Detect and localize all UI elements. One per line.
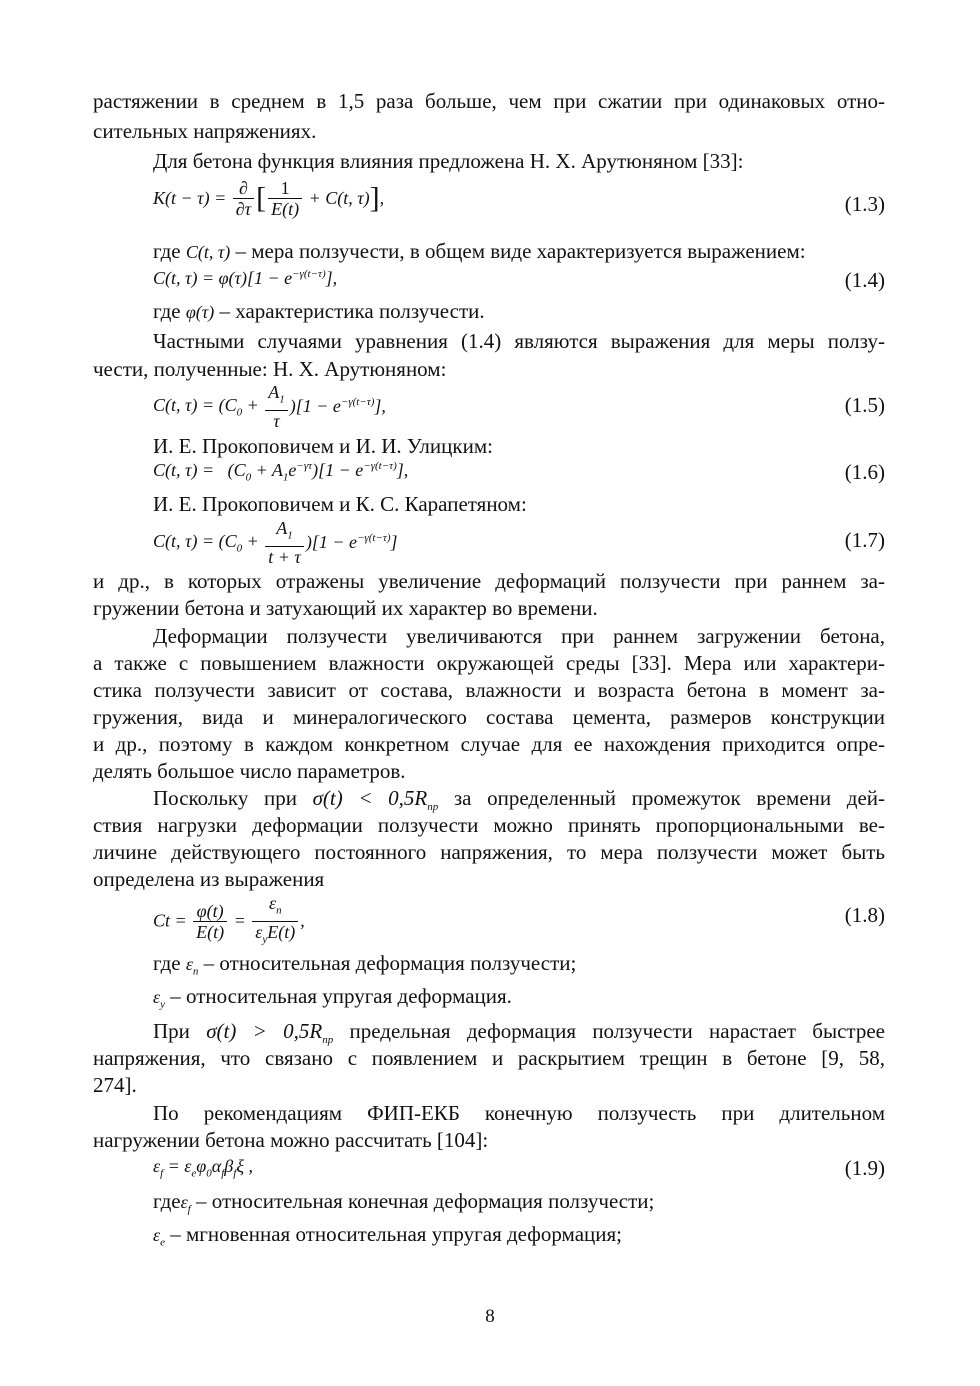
formula-1-9: $\varepsilon_f = \varepsilon_e\varphi_0\alpha_f\beta_f\xi$ , [153,1156,254,1180]
paragraph-line: делять большое число параметров. [93,759,406,783]
paragraph-line: сительных напряжениях. [93,119,317,143]
formula-1-8: Ct = $\frac{\varphi(t)}{E(t)}$ = $\frac{\varepsilon_n}{\varepsilon_yE(t)}$ , [153,893,305,946]
where-word: где [153,299,181,323]
paragraph-line: где C(t, τ) – мера ползучести, в общем виде характеризуется выражением: [153,239,806,263]
equation-number: (1.5) [844,393,885,417]
paragraph-line: и др., в которых отражены увеличение деформаций ползучести при раннем за- [93,569,885,593]
page-number: 8 [485,1306,495,1327]
text-fragment: за определенный промежуток времени дей- [453,786,885,810]
where-text: – относительная упругая деформация. [170,984,512,1008]
text-fragment: предельная деформация ползучести нарастает быстрее [349,1019,885,1043]
paragraph-line: гдеε$_f$ – относительная конечная деформация ползучести; [153,1189,655,1216]
paragraph-line: Частными случаями уравнения (1.4) являются выражения для меры ползу- [153,329,885,353]
formula-1-5: C(t, $\tau) = (C_0$ + $\frac{A_1}{\tau}$ )$[1 - e^{-\gamma(t-\tau)}]$, [153,382,386,431]
paragraph-line: и др., поэтому в каждом конкретном случае для ее нахождения приходится опре- [93,732,885,756]
inline-formula [206,1019,334,1047]
paragraph-line: По рекомендациям ФИП-ЕКБ конечную ползучесть при длительном [153,1101,885,1125]
where-text: – мера ползучести, в общем виде характеризуется выражением: [235,239,806,263]
text-fragment: Поскольку при [153,786,297,810]
equation-number: (1.3) [844,192,885,216]
paragraph-line: напряжения, что связано с появлением и раскрытием трещин в бетоне [9, 58, [93,1046,885,1070]
where-word: где [153,1189,181,1213]
formula-1-3: K(t − τ) = $\frac{\partial}{\partial\tau}$ [ $\frac{1}{E(t)}$ + C(t, τ)], [153,178,385,219]
paragraph-line: определена из выражения [93,867,325,891]
formula-1-4: C(t, $\tau) = \varphi(\tau)[1 - e^{-\gamma(t-\tau)}]$, [153,268,338,288]
paragraph-line: гружении бетона и затухающий их характер во времени. [93,596,598,620]
paragraph-line: И. Е. Прокоповичем и К. С. Карапетяном: [153,492,527,516]
paragraph-line: где $\varepsilon_n$ – относительная деформация ползучести; [153,951,577,978]
paragraph-line: Деформации ползучести увеличиваются при раннем загружении бетона, [153,624,885,648]
where-text: – относительная деформация ползучести; [203,951,577,975]
where-text: – характеристика ползучести. [219,299,485,323]
where-text: – мгновенная относительная упругая деформация; [170,1222,622,1246]
equation-number: (1.6) [844,460,885,484]
paragraph-line: ствия нагрузки деформации ползучести можно принять пропорциональными ве- [93,813,885,837]
paragraph-line: $\varepsilon_y$ – относительная упругая деформация. [153,984,512,1011]
equation-number: (1.4) [844,268,885,292]
formula-1-7: C(t, $\tau) = (C_0$ + $\frac{A_1}{t + \tau}$ )$[1 - e^{-\gamma(t-\tau)}]$ [153,518,398,567]
paragraph-line: 274]. [93,1073,137,1097]
paragraph-line: где φ(τ) – характеристика ползучести. [153,299,485,323]
inline-formula-text: σ(t) < 0,5R [312,786,428,810]
inline-formula-subscript: пр [427,801,439,814]
inline-formula [312,786,439,814]
equation-number: (1.7) [844,528,885,552]
paragraph-line: стика ползучести зависит от состава, влажности и возраста бетона в момент за- [93,678,885,702]
paragraph-line: нагружении бетона можно рассчитать [104]: [93,1128,489,1152]
equation-number: (1.8) [844,903,885,927]
inline-formula-subscript: пр [322,1034,334,1047]
where-word: где [153,951,181,975]
paragraph-line: $\varepsilon_e$ – мгновенная относительная упругая деформация; [153,1222,622,1249]
where-word: где [153,239,181,263]
paragraph-line: гружения, вида и минералогического состава цемента, размеров конструкции [93,705,885,729]
equation-number: (1.9) [844,1156,885,1180]
paragraph-line: а также с повышением влажности окружающей среды [33]. Мера или характери- [93,651,885,675]
paragraph-line: личине действующего постоянного напряжения, то мера ползучести может быть [93,840,885,864]
where-text: – относительная конечная деформация ползучести; [195,1189,655,1213]
inline-formula-text: σ(t) > 0,5R [206,1019,323,1043]
paragraph-line: И. Е. Прокоповичем и И. И. Улицким: [153,434,493,458]
paragraph-line: растяжении в среднем в 1,5 раза больше, чем при сжатии при одинаковых отно- [93,89,885,113]
paragraph-line: Для бетона функция влияния предложена Н. Х. Арутюняном [33]: [153,149,744,173]
text-fragment: При [153,1019,190,1043]
paragraph-line: чести, полученные: Н. Х. Арутюняном: [93,357,447,381]
formula-1-6: C(t, $\tau) = (C_0 + A_1e^{-\gamma\tau})[1 - e^{-\gamma(t-\tau)}]$, [153,460,409,484]
